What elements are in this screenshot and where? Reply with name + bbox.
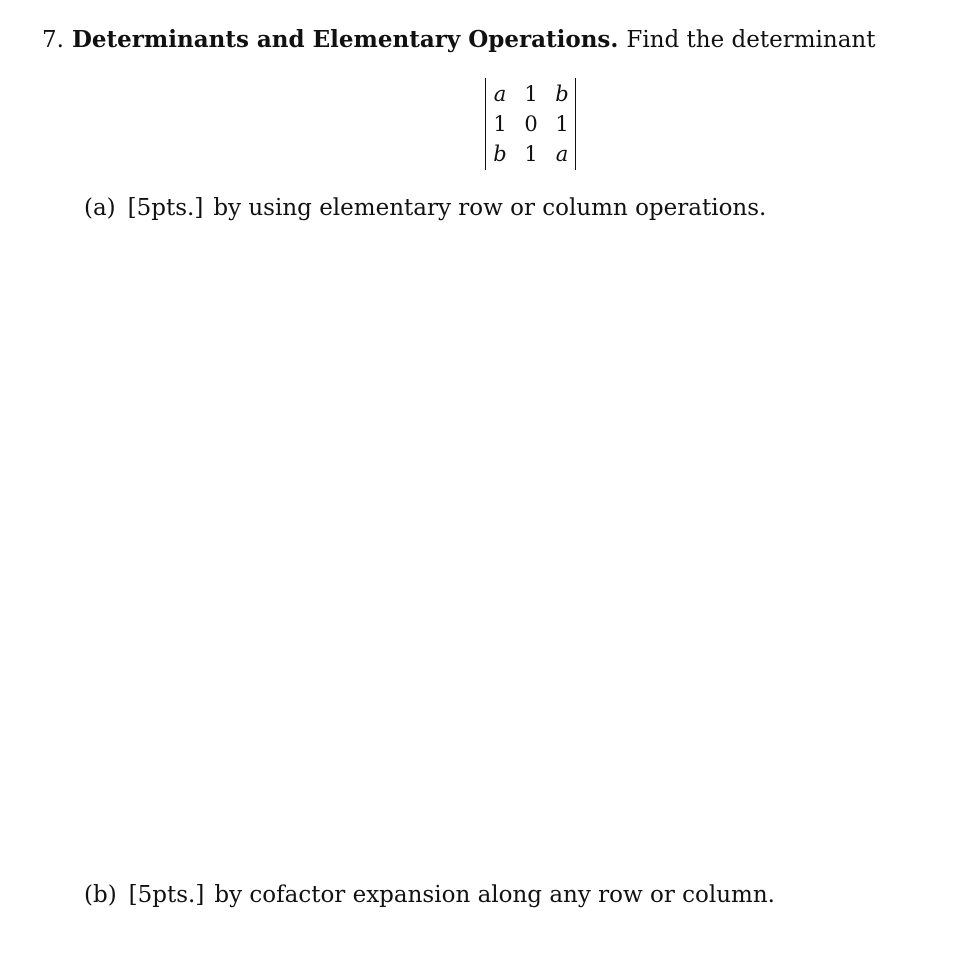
part-b-text: by cofactor expansion along any row or column. [214, 882, 775, 908]
matrix-cell: 0 [524, 112, 538, 136]
matrix-cell: a [555, 142, 569, 166]
matrix-row [486, 139, 575, 169]
part-a-label: (a) [84, 195, 116, 221]
part-b-label: (b) [84, 882, 117, 908]
part-a-points: [5pts.] [127, 195, 204, 221]
matrix-cell: 1 [524, 82, 538, 106]
matrix-cell: a [493, 82, 507, 106]
problem-number: 7. [42, 27, 64, 53]
problem-prompt: Find the determinant [626, 27, 876, 53]
matrix-cell: b [555, 82, 569, 106]
matrix-row [486, 109, 575, 139]
matrix-cell: 1 [555, 112, 569, 136]
part-a-text: by using elementary row or column operations. [213, 195, 767, 221]
problem-title: Determinants and Elementary Operations. [71, 26, 619, 53]
matrix-cell: 1 [524, 142, 538, 166]
matrix-cell: 1 [493, 112, 507, 136]
part-b-points: [5pts.] [128, 882, 205, 908]
part-a [84, 192, 766, 224]
problem-heading [42, 24, 875, 56]
matrix-cell: b [493, 142, 507, 166]
determinant-matrix [485, 78, 576, 170]
part-b [84, 879, 775, 911]
matrix-row [486, 79, 575, 109]
